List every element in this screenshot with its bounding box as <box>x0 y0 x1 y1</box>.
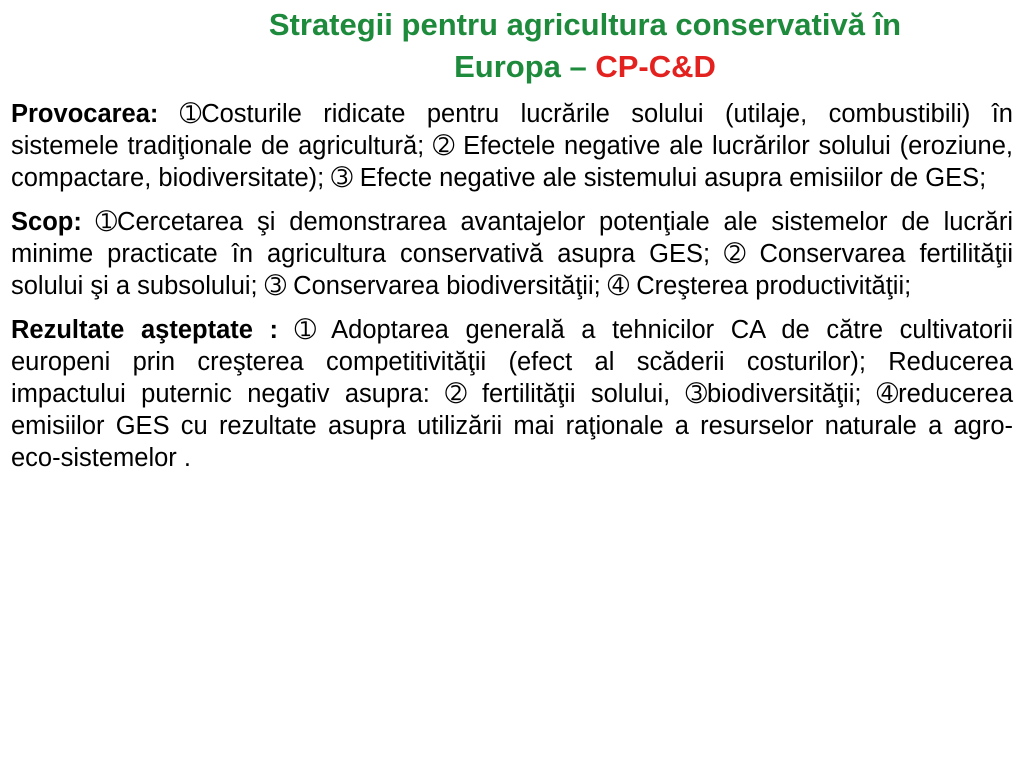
title-line-1: Strategii pentru agricultura conservativă în <box>268 7 902 42</box>
section-text: ➀Costurile ridicate pentru lucrările solului (utilaje, combustibili) în sistemele tradiţionale de agricultură; ➁ Efectele negative ale lucrărilor solului (eroziune, compactare, biodiversitate); ➂ Efecte negative ale sistemului asupra emisiilor de GES; <box>11 100 1013 192</box>
section-label: Rezultate aşteptate : <box>11 316 279 344</box>
slide-body <box>11 98 1013 486</box>
section-text: ➀ Adoptarea generală a tehnicilor CA de către cultivatorii europeni prin creşterea competitivităţii (efect al scăderii costurilor); Reducerea impactului puternic negativ asupra: ➁ fertilităţii solului, ➂biodiversităţii; ➃reducerea emisiilor GES cu rezultate asupra utilizării mai raţionale a resurselor naturale a agro-eco-sistemelor . <box>11 316 1013 472</box>
title-line-2 <box>150 46 1020 88</box>
section-rezultate <box>11 314 1013 474</box>
title-line-2-text: Europa – <box>454 49 596 84</box>
section-label: Provocarea: <box>11 100 159 128</box>
section-label: Scop: <box>11 208 82 236</box>
title-accent-code: CP-C&D <box>595 49 716 84</box>
section-scop <box>11 206 1013 302</box>
section-provocarea <box>11 98 1013 194</box>
slide-title <box>150 4 1020 88</box>
section-text: ➀Cercetarea şi demonstrarea avantajelor potenţiale ale sistemelor de lucrări minime practicate în agricultura conservativă asupra GES; ➁ Conservarea fertilităţii solului şi a subsolului; ➂ Conservarea biodiversităţii; ➃ Creşterea productivităţii; <box>11 208 1013 300</box>
